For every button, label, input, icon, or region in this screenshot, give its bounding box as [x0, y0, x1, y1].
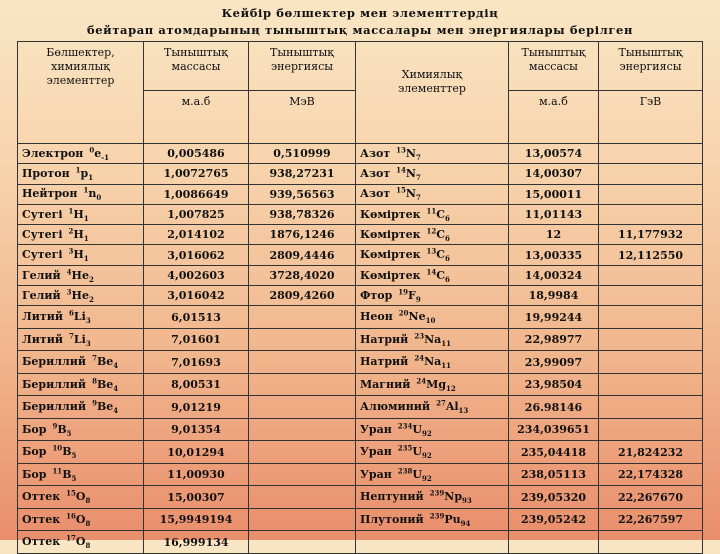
particle-cell [18, 396, 144, 419]
particle-symbol: $^4He_2$ [66, 267, 94, 284]
rest-mass-left: 9,01354 [144, 418, 249, 441]
rest-energy-right [599, 184, 703, 204]
title-line-1: Кейбір бөлшектер мен элементтердің [221, 6, 499, 20]
table-row [18, 396, 703, 419]
rest-mass-right: 22,98977 [509, 328, 599, 351]
rest-mass-left: 7,01693 [144, 351, 249, 374]
particle-symbol: $^{11}B_5$ [52, 466, 77, 484]
particle-cell [18, 328, 144, 351]
rest-energy-left [249, 531, 356, 554]
table-row [18, 204, 703, 224]
particle-symbol: $^3H_1$ [68, 246, 89, 264]
title-line-2: бейтарап атомдарының тыныштық массалары мен энергиялары берілген [87, 23, 633, 37]
particle-symbol: $^{17}O_8$ [66, 533, 91, 551]
rest-mass-left: 15,00307 [144, 486, 249, 509]
rest-mass-right: 239,05242 [509, 508, 599, 531]
element-symbol: $^{13}C_6$ [426, 246, 450, 264]
rest-mass-left: 1,007825 [144, 204, 249, 224]
rest-energy-left [249, 508, 356, 531]
rest-energy-right [599, 204, 703, 224]
particle-name: Электрон [22, 146, 84, 160]
rest-mass-right: 11,01143 [509, 204, 599, 224]
element-symbol: $^{234}U_{92}$ [397, 421, 432, 439]
particle-name: Бор [22, 422, 47, 436]
rest-energy-right [599, 418, 703, 441]
element-symbol: $^{19}F_9$ [398, 287, 421, 305]
particle-symbol: $^2H_1$ [68, 226, 89, 244]
rest-energy-left: 2809,4446 [249, 245, 356, 265]
particle-name: Литий [22, 332, 64, 346]
rest-energy-right: 11,177932 [599, 225, 703, 245]
particle-name: Оттек [22, 535, 61, 549]
rest-mass-left: 9,01219 [144, 396, 249, 419]
rest-energy-right [599, 265, 703, 285]
table-row [18, 144, 703, 164]
rest-energy-right: 12,112550 [599, 245, 703, 265]
rest-mass-left: 6,01513 [144, 306, 249, 329]
particle-name: Гелий [22, 268, 61, 282]
rest-energy-right: 22,174328 [599, 463, 703, 486]
rest-energy-left: 938,27231 [249, 164, 356, 184]
table-row [18, 265, 703, 285]
element-cell [356, 164, 509, 184]
particle-cell [18, 245, 144, 265]
element-name: Алюминий [360, 400, 431, 414]
rest-mass-right: 12 [509, 225, 599, 245]
header-rest-energy-left: Тыныштық энергиясы [249, 42, 356, 91]
unit-mass-right: м.а.б [509, 91, 599, 144]
element-name: Магний [360, 377, 411, 391]
element-symbol: $^{27}Al_{13}$ [436, 398, 469, 416]
rest-mass-left: 4,002603 [144, 265, 249, 285]
element-cell [356, 441, 509, 464]
rest-mass-right: 14,00324 [509, 265, 599, 285]
table-row [18, 225, 703, 245]
particle-symbol: $^7Be_4$ [92, 353, 119, 371]
particle-cell [18, 144, 144, 164]
particle-name: Гелий [22, 288, 61, 302]
particle-symbol: $^{10}B_5$ [52, 443, 77, 461]
particle-cell [18, 486, 144, 509]
rest-energy-right [599, 144, 703, 164]
element-cell [356, 418, 509, 441]
element-cell [356, 144, 509, 164]
rest-energy-right: 21,824232 [599, 441, 703, 464]
particle-name: Литий [22, 310, 64, 324]
particle-symbol: $^7Li_3$ [69, 331, 91, 349]
particle-symbol: $^1p_1$ [75, 165, 94, 183]
rest-energy-left [249, 463, 356, 486]
element-cell [356, 486, 509, 509]
element-cell [356, 396, 509, 419]
element-name: Көміртек [360, 248, 421, 262]
particle-symbol: $^9B_5$ [52, 421, 72, 439]
rest-energy-left [249, 441, 356, 464]
particle-cell [18, 286, 144, 306]
header-rest-energy-right: Тыныштық энергиясы [599, 42, 703, 91]
element-cell [356, 531, 509, 554]
rest-mass-left: 1,0072765 [144, 164, 249, 184]
unit-energy-left: МэВ [249, 91, 356, 144]
particle-cell [18, 373, 144, 396]
rest-energy-right [599, 328, 703, 351]
element-name: Неон [360, 310, 393, 324]
particle-cell [18, 204, 144, 224]
table-row [18, 286, 703, 306]
rest-energy-left: 0,510999 [249, 144, 356, 164]
unit-mass-left: м.а.б [144, 91, 249, 144]
element-symbol: $^{239}Np_{93}$ [429, 488, 472, 506]
element-name: Уран [360, 422, 392, 436]
particle-cell [18, 508, 144, 531]
particle-cell [18, 441, 144, 464]
particle-symbol: $^3He_2$ [66, 287, 94, 305]
particle-cell [18, 463, 144, 486]
header-particles: Бөлшектер, химиялық элементтер [18, 42, 144, 144]
element-symbol: $^{15}N_7$ [396, 185, 421, 203]
element-symbol: $^{24}Na_{11}$ [414, 353, 452, 371]
rest-mass-right: 238,05113 [509, 463, 599, 486]
particle-cell [18, 531, 144, 554]
rest-energy-right [599, 351, 703, 374]
table-row [18, 351, 703, 374]
particle-cell [18, 306, 144, 329]
rest-energy-left [249, 396, 356, 419]
particle-name: Бор [22, 445, 47, 459]
rest-mass-left: 7,01601 [144, 328, 249, 351]
element-name: Азот [360, 187, 391, 201]
table-row [18, 184, 703, 204]
element-symbol: $^{20}Ne_{10}$ [398, 308, 436, 326]
element-symbol: $^{235}U_{92}$ [397, 443, 432, 461]
table-row [18, 486, 703, 509]
particle-cell [18, 265, 144, 285]
rest-mass-right: 23,98504 [509, 373, 599, 396]
rest-mass-right: 19,99244 [509, 306, 599, 329]
element-cell [356, 225, 509, 245]
table-row [18, 508, 703, 531]
rest-mass-left: 15,9949194 [144, 508, 249, 531]
particle-name: Оттек [22, 512, 61, 526]
rest-mass-left: 1,0086649 [144, 184, 249, 204]
rest-mass-left: 3,016042 [144, 286, 249, 306]
element-name: Натрий [360, 332, 409, 346]
element-name: Азот [360, 146, 391, 160]
rest-mass-left: 8,00531 [144, 373, 249, 396]
element-name: Уран [360, 445, 392, 459]
particle-symbol: $^{15}O_8$ [66, 488, 91, 506]
rest-mass-right: 14,00307 [509, 164, 599, 184]
rest-energy-left: 1876,1246 [249, 225, 356, 245]
element-cell [356, 351, 509, 374]
table-body [18, 144, 703, 554]
element-symbol: $^{12}C_6$ [426, 226, 450, 244]
element-name: Көміртек [360, 207, 421, 221]
element-symbol: $^{11}C_6$ [426, 206, 450, 223]
element-name: Көміртек [360, 268, 421, 282]
rest-energy-right [599, 373, 703, 396]
particle-name: Сутегі [22, 248, 63, 262]
particle-symbol: $^{16}O_8$ [66, 511, 91, 529]
element-cell [356, 204, 509, 224]
particle-cell [18, 164, 144, 184]
rest-energy-left: 938,78326 [249, 204, 356, 224]
particle-symbol: $^1H_1$ [68, 206, 89, 223]
particle-symbol: $^9Be_4$ [92, 398, 119, 416]
table-row [18, 373, 703, 396]
rest-energy-left [249, 306, 356, 329]
element-cell [356, 463, 509, 486]
rest-mass-left: 16,999134 [144, 531, 249, 554]
rest-mass-right: 239,05320 [509, 486, 599, 509]
data-table [17, 41, 703, 554]
table-row [18, 164, 703, 184]
particle-name: Сутегі [22, 228, 63, 242]
rest-mass-right: 235,04418 [509, 441, 599, 464]
particle-name: Нейтрон [22, 187, 78, 201]
unit-energy-right: ГэВ [599, 91, 703, 144]
particle-symbol: $^8Be_4$ [92, 376, 119, 394]
rest-energy-right [599, 396, 703, 419]
element-cell [356, 508, 509, 531]
rest-energy-right [599, 531, 703, 554]
rest-energy-right [599, 306, 703, 329]
rest-energy-left: 3728,4020 [249, 265, 356, 285]
element-name: Натрий [360, 355, 409, 369]
element-name: Көміртек [360, 228, 421, 242]
header-rest-mass-right: Тыныштық массасы [509, 42, 599, 91]
element-cell [356, 328, 509, 351]
particle-name: Оттек [22, 490, 61, 504]
rest-energy-right: 22,267597 [599, 508, 703, 531]
table-row [18, 463, 703, 486]
element-symbol: $^{238}U_{92}$ [397, 466, 432, 484]
particle-cell [18, 184, 144, 204]
rest-energy-right [599, 286, 703, 306]
table-row [18, 418, 703, 441]
particle-name: Бериллий [22, 400, 87, 414]
element-name: Азот [360, 167, 391, 181]
element-name: Плутоний [360, 512, 424, 526]
rest-mass-left: 10,01294 [144, 441, 249, 464]
rest-mass-left: 11,00930 [144, 463, 249, 486]
element-symbol: $^{14}C_6$ [426, 267, 450, 284]
table-row [18, 245, 703, 265]
element-cell [356, 184, 509, 204]
table-row [18, 328, 703, 351]
element-name: Уран [360, 467, 392, 481]
element-symbol: $^{23}Na_{11}$ [414, 331, 452, 349]
rest-energy-left [249, 328, 356, 351]
rest-mass-left: 0,005486 [144, 144, 249, 164]
element-symbol: $^{239}Pu_{94}$ [429, 511, 471, 529]
rest-mass-right: 13,00574 [509, 144, 599, 164]
particle-cell [18, 225, 144, 245]
rest-energy-left [249, 351, 356, 374]
particle-symbol: $^0e_{-1}$ [89, 145, 109, 163]
particle-cell [18, 351, 144, 374]
element-symbol: $^{24}Mg_{12}$ [416, 376, 456, 394]
rest-mass-right: 15,00011 [509, 184, 599, 204]
rest-energy-left: 2809,4260 [249, 286, 356, 306]
rest-energy-left [249, 418, 356, 441]
element-cell [356, 306, 509, 329]
rest-mass-left: 3,016062 [144, 245, 249, 265]
rest-mass-right: 23,99097 [509, 351, 599, 374]
rest-energy-right [599, 164, 703, 184]
rest-mass-left: 2,014102 [144, 225, 249, 245]
element-cell [356, 286, 509, 306]
table-row [18, 306, 703, 329]
element-cell [356, 373, 509, 396]
rest-energy-left [249, 486, 356, 509]
particle-name: Протон [22, 167, 70, 181]
particle-symbol: $^1n_0$ [83, 185, 102, 203]
element-name: Нептуний [360, 490, 424, 504]
particle-name: Сутегі [22, 207, 63, 221]
particle-name: Бериллий [22, 355, 87, 369]
rest-mass-right: 18,9984 [509, 286, 599, 306]
element-symbol: $^{14}N_7$ [396, 165, 421, 183]
table-row [18, 531, 703, 554]
rest-mass-right: 26.98146 [509, 396, 599, 419]
rest-mass-right: 13,00335 [509, 245, 599, 265]
element-name: Фтор [360, 288, 393, 302]
rest-mass-right [509, 531, 599, 554]
table-row [18, 441, 703, 464]
particle-name: Бериллий [22, 377, 87, 391]
element-cell [356, 245, 509, 265]
rest-mass-right: 234,039651 [509, 418, 599, 441]
rest-energy-right: 22,267670 [599, 486, 703, 509]
particle-name: Бор [22, 467, 47, 481]
header-chemical-elements: Химиялық элементтер [356, 42, 509, 144]
element-cell [356, 265, 509, 285]
particle-cell [18, 418, 144, 441]
header-rest-mass-left: Тыныштық массасы [144, 42, 249, 91]
page-title [0, 5, 720, 39]
particle-symbol: $^6Li_3$ [69, 308, 91, 326]
element-symbol: $^{13}N_7$ [396, 145, 421, 163]
rest-energy-left [249, 373, 356, 396]
rest-energy-left: 939,56563 [249, 184, 356, 204]
